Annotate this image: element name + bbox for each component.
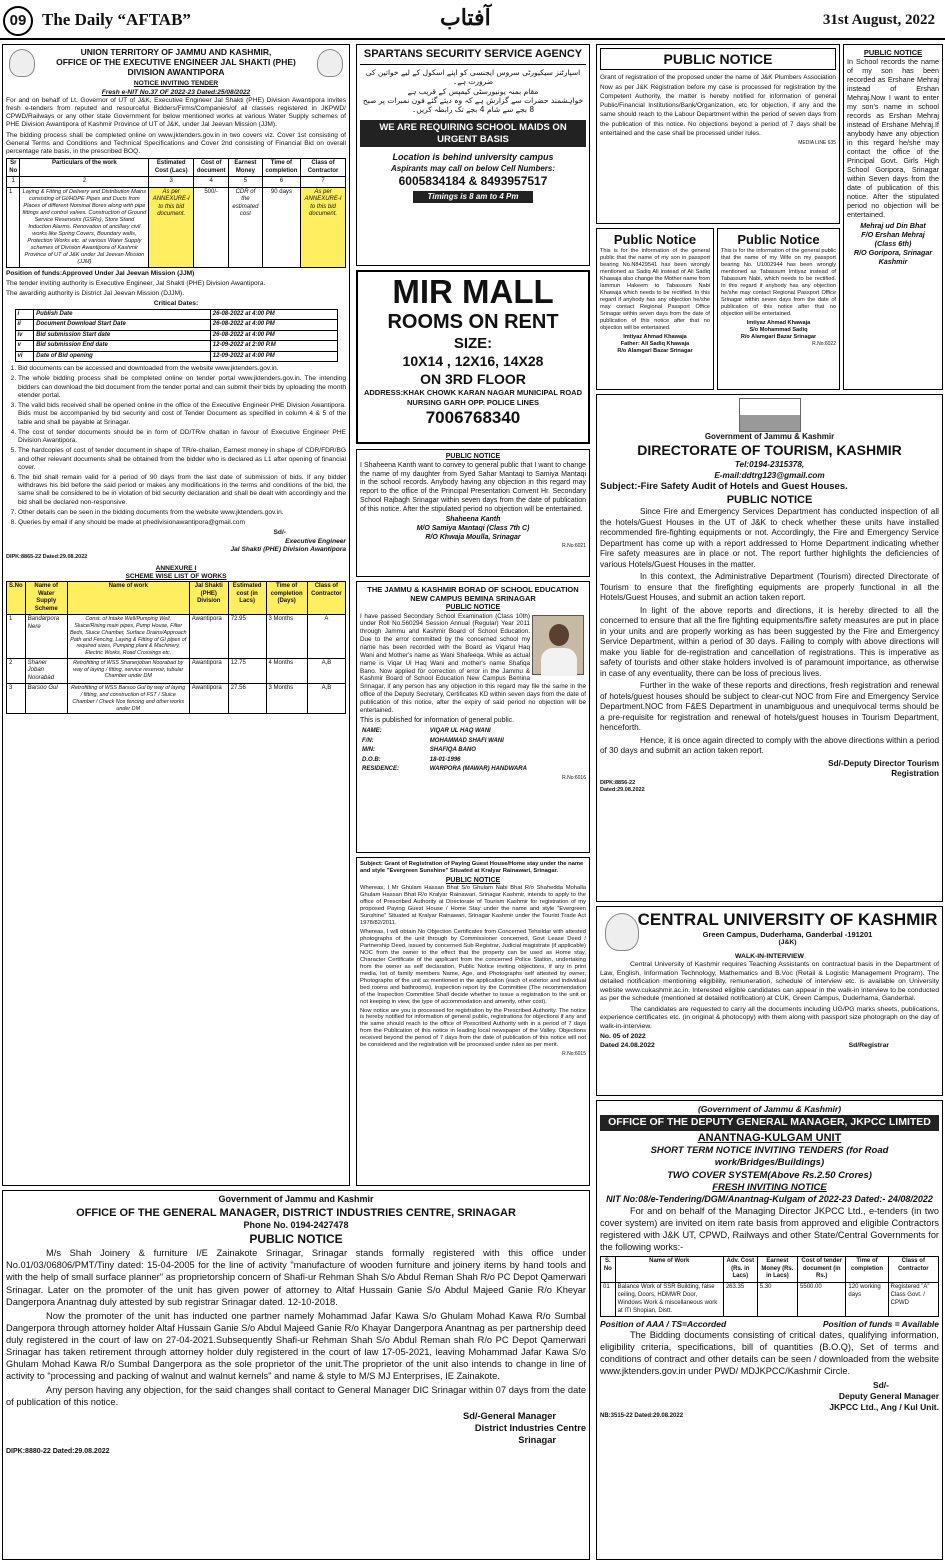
nit-heading: NOTICE INVITING TENDER: [133, 80, 219, 88]
dipk-number: DIPK:8865-22 Dated:29.08.2022: [6, 554, 88, 561]
table-cell: 5.30: [757, 1283, 797, 1317]
passport-notice-2: [717, 228, 840, 390]
guest-house-notice: [356, 857, 590, 1186]
table-cell: 4 Months: [266, 658, 307, 684]
table-cell: Date of Bid opening: [34, 351, 211, 362]
jkpcc-works-table: [600, 1256, 939, 1318]
walk-in-heading: WALK-IN-INTERVIEW: [735, 952, 804, 960]
notice-body: I Shaheena Kanth want to convey to general public that I want to change the name of my daughter from Syed Sahar Mantaqi to Samiya Mantaqi in the school records. Anybody having any objection in this regard may report to the office of the Principal Presentation Convent Hr. Secondary School Rajbagh Srinagar within seven days from the date of publication of this notice. After the stipulated period no objection will be entertained.: [360, 461, 586, 513]
table-row: [360, 727, 586, 737]
signatory-class: (Class 6th): [874, 239, 912, 249]
agency-name: SPARTANS SECURITY SERVICE AGENCY: [360, 48, 586, 65]
table-cell: 3 Months: [266, 615, 307, 659]
notice-title: PUBLIC NOTICE: [600, 48, 836, 70]
notice-body: Grant of registration of the proposed under the name of J&K Plumbers Association Now as per J&K Registration before my case is processed for registration by the Competent Authority, the matter is hereby notified for information of general Public/Financial Institutions/Bank/Organization, etc for objection, if any and the same should reach to the Labour Department within the period of seven days from the publication of this notice. No objections beyond a period of 7 days shall be entertained and the case shall be processed under rules.: [600, 74, 836, 137]
table-cell: Bid submission End date: [34, 341, 211, 352]
signatory-relation: F/O Ershan Mehraj: [861, 230, 925, 240]
university-address: Green Campus, Duderhama, Ganderbal -191201: [702, 930, 873, 939]
notice-title: Public Notice: [613, 232, 697, 247]
notice-body: Further in the wake of these reports and directions, fresh registration and renewal of hotels/guest houses should be subject to clear-cut NOC from Fire and Emergency Service Department.NOC from F&ES Department in unambiguous and unequivocal terms should be a pre-requisite for registration and renewal of hotels/guest houses in Tourism Department, henceforth.: [600, 681, 939, 733]
mall-phone: 7006768340: [425, 408, 521, 428]
table-cell: A,B: [307, 684, 345, 714]
notice-title: Public Notice: [737, 232, 820, 247]
passport-notice-1: [596, 228, 714, 390]
notice-subject: Subject: Grant of Registration of Paying Guest House/Home stay under the name and style "Evergreen Sunshine" Situated at Kralyar Rainawari, Srinagar.: [360, 861, 584, 874]
aaa-position: Position of AAA / TS=Accorded: [600, 1319, 727, 1330]
signatory-relation: M/O Samiya Mantaqi (Class 7th C): [416, 525, 530, 532]
table-cell: Awantipora: [189, 615, 228, 659]
table-cell: 500/-: [194, 187, 229, 267]
table-header: Time of completion (Days): [266, 582, 307, 615]
notice-title: PUBLIC NOTICE: [726, 494, 813, 507]
signature: Sd/-General Manager: [463, 1411, 556, 1422]
list-item: 1. Bid documents can be accessed and downloaded from the website www.jktenders.gov.in.: [18, 365, 346, 373]
signatory-relation: Father: Ali Sadiq Khawaja: [620, 341, 690, 348]
notice-body: Now the promoter of the unit has inducted one partner namely Mohammad Jafar Kawa S/o Ghulam Mohad Kawa R/o Sumbal Dangerpora through attorney holder Altaf Hussain Ganie S/o Abdul Majeed Ganie R/o Khayar Dangerpora Anantnag as per partnership deed duly registered in the court of law on 27-04-2021.Subsequently Shafi-ur Rehman Shah S/o Abdul Reman shah R/o PC Depot Qamerwari Srinagar has taken retirement through attorney holder duly registered in the court of law 17-05-2021, leaving Mohammad Jafar Kawa S/o Ghulam Mohad Kawa R/o Sumbal Dangerpora as the sole proprietor of the unit.The proprietor of the unit also intends to change in line of activity to "processing and packing of walnut and walnut kernels" and name & style to M/S MJ Enterprises, IE Zainakote.: [6, 1310, 586, 1382]
table-header: Earnest Money (Rs. in Lacs): [757, 1256, 797, 1282]
critical-dates-heading: Critical Dates:: [153, 300, 199, 308]
signature-office: Registration: [891, 769, 939, 779]
newspaper-name: The Daily “AFTAB”: [42, 10, 191, 29]
table-cell: i: [15, 309, 34, 320]
funds-position: Position of funds:Approved Under Jal Jeevan Mission (JJM): [6, 269, 195, 277]
notice-body: The candidates are requested to carry all the documents including UG/PG marks sheets, publications, experience certificates etc. (in original & photocopy) with them along with passport size photograph on the day of walk-in-interview.: [600, 1005, 939, 1030]
table-row: [15, 309, 337, 320]
jk-emblem-icon: [9, 49, 35, 77]
jal-shakti-logo-icon: [317, 49, 343, 77]
signature-office: Jal Shakti (PHE) Division Awantipora: [230, 545, 346, 553]
notice-title: PUBLIC NOTICE: [445, 876, 501, 884]
table-cell: Awantipora: [189, 684, 228, 714]
table-cell: VIQAR UL HAQ WANI: [429, 728, 491, 735]
ershan-notice: [843, 44, 943, 390]
annexure-subheading: SCHEME WISE LIST OF WORKS: [125, 573, 227, 581]
signature-office: JKPCC Ltd., Ang / Kul Unit.: [829, 1402, 939, 1413]
notice-body: Any person having any objection, for the said changes shall contact to General Manager DIC Srinagar within 07 days from the date of publication of this notice.: [6, 1385, 586, 1408]
dipk-number: DIPK:8856-22: [600, 779, 636, 786]
jkbose-notice: [356, 581, 590, 853]
mall-address: ADDRESS:KHAK CHOWK KARAN NAGAR MUNICIPAL ROAD NURSING GARH OPP. POLICE LINES: [363, 388, 583, 407]
ref-number: R.No:6022: [812, 341, 836, 348]
notice-body: Whereas, I will obtain No Objection Certificates from Concerned Tehsildar with attested photographs of the unit through by Commissioner concerned, Govt Lease Deed / Partnership Deed, issued by concerned Sub Registrar, Judicial magistrate (if applicable) NOC from the owner to the effect that the property can be used as Home stay, Character Certificate of the applicant from the concerned Police Station, undertaking from the owner as self declaration, Public Notice inviting objections, if any in print media, list of family members Name, Age, and Photographs self attested by owner, Photographs of the unit as mentioned in the application (each of exterior and individual bed rooms and bathrooms), inspection report by the Committee (The recommendation of the Inspection Committee Shall decide whether to issue a registration to the unit or not keeping in view, the type of accommodation and amenity, other cost).: [360, 929, 586, 1005]
notice-body: Now notice are you is processed for registration by the Prescribed Authority. The notice is hereby notified for information of general public, registrations for objections if any and the same should reach to the office of Prescribed Authority with in a period of 7 days from the Publication of this notice in leading local newspaper of the Valley. Objections received beyond the period of 7 days from the date of publication of this notice will not be considered and the registration will be processed under rules as per merit.: [360, 1007, 586, 1049]
maids-banner: WE ARE REQUIRING SCHOOL MAIDS ON URGENT BASIS: [360, 120, 586, 148]
table-cell: D.O.B:: [362, 756, 381, 763]
university-name: CENTRAL UNIVERSITY OF KASHMIR: [637, 910, 938, 929]
list-item: 4. The cost of tender documents should be in form of DD/TR/e challan in favour of Executive Engineer PHE Division Awantipora.: [18, 429, 346, 445]
nit-number: NIT No:08/e-Tendering/DGM/Anantnag-Kulgam of 2022-23 Dated:- 24/08/2022: [606, 1194, 933, 1205]
table-cell: Retrofitting of WSS Shanerjoban Noorabad by way of laying / fitting, service reservoir, tubular Chamber under DM: [67, 658, 189, 684]
jal-shakti-tender-ad: [2, 44, 350, 1186]
list-item: 3. The valid bids received shall be opened online in the office of the Executive Engineer PHE Division Awantipora. Bids must be accompanied by bid security and cost of Tender Document as specified in column 4 & 5 of the table and shall be payable at Srinagar.: [18, 402, 346, 427]
table-row: [7, 684, 346, 714]
table-cell: 3 Months: [266, 684, 307, 714]
table-cell: Bandarpora Nere: [25, 615, 67, 659]
spartans-ad: [356, 44, 590, 266]
table-cell: F/N:: [362, 737, 374, 744]
table-cell: WARPORA (MAWAR) HANDWARA: [429, 766, 527, 773]
notice-body: M/s Shah Joinery & furniture I/E Zainakote Srinagar, Srinagar stands formally registered with this office under No.01/03/06806/PMT/Tiny dated: 15-04-2005 for the line of activity "manufacture of wooden furniture and joinery items by hand tools and with the help of small surface planner" as proprietorship concern of Shafi-ur Rehman Shah S/o Abdul Reman Shah R/o PC Depot Qamerwari Srinagar. Later on the promoter of the unit has given power of attorney to Altaf Hussain Ganie S/o Abdul Majeed Ganie R/o Kheyar Dangerpora Anantnag duly attested by sub registrar Srinagar dated. 12-10-2018.: [6, 1248, 586, 1307]
works-table: [6, 158, 346, 267]
timings-text: Timings is 8 am to 4 Pm: [413, 191, 533, 203]
table-cell: 2: [20, 177, 149, 188]
notice-title: PUBLIC NOTICE: [249, 1231, 343, 1246]
table-cell: 120 working days: [846, 1283, 888, 1317]
dipk-number: DIPK:8880-22 Dated:29.08.2022: [6, 1447, 110, 1455]
plumbers-notice: [596, 44, 840, 224]
table-cell: Awantipora: [189, 658, 228, 684]
office-name: OFFICE OF THE DEPUTY GENERAL MANAGER, JKPCC LIMITED: [600, 1115, 939, 1131]
table-cell: SHAFIQA BANO: [429, 747, 476, 754]
signatory: Imtiyaz Ahmad Khawaja: [746, 320, 811, 327]
table-header: Class of Contractor: [888, 1256, 938, 1282]
table-header: Cost of document: [194, 159, 229, 177]
jal-shakti-header: UNION TERRITORY OF JAMMU AND KASHMIR, OFFICE OF THE EXECUTIVE ENGINEER JAL SHAKTI (PHE) DIVISION AWANTIPORA: [56, 47, 296, 77]
table-row: [360, 756, 586, 766]
jkpcc-tender-ad: [596, 1100, 943, 1560]
table-cell: 2: [7, 658, 26, 684]
table-row: [7, 187, 346, 267]
table-cell: 1: [7, 615, 26, 659]
table-row: [15, 341, 337, 352]
urdu-logo: آفتاب: [440, 5, 491, 31]
table-cell: 263.35: [723, 1283, 757, 1317]
rooms-on-rent: ROOMS ON RENT: [387, 310, 559, 333]
notice-body: The Bidding documents consisting of critical dates, qualifying information, eligibility criteria, specifications, bill of quantities (B.O.Q), Set of terms and conditions of contract and other details can be seen / downloaded from the website www.jktenders.gov.in under PWD/ MDJKPCC/Kashmir Circle.: [600, 1330, 939, 1377]
applicant-details: [360, 727, 586, 775]
cuk-logo-icon: [605, 913, 639, 951]
table-header: Time of completion: [846, 1256, 888, 1282]
urdu-text: اسپارٹنز سیکیورٹی سروس ایجنسی کو اپنے اسکول کے لیے خواتین کی ضرورت ہے۔: [365, 67, 581, 87]
table-row: [360, 737, 586, 747]
fresh-notice: FRESH INVITING NOTICE: [712, 1182, 827, 1194]
table-header: Cost of tender document (in Rs.): [798, 1256, 846, 1282]
table-cell: Retrofitting of WSS Barsoo Gul by way of laying / fitting, and construction of FST / Sluice Chamber / Check Nos fencing and other works under DM: [67, 684, 189, 714]
notice-subject: Subject:-Fire Safety Audit of Hotels and Guest Houses.: [600, 481, 848, 493]
page-number: 09: [3, 6, 33, 36]
publish-note: This is published for information of general public.: [360, 716, 515, 724]
table-header: Time of completion: [262, 159, 300, 177]
signature-title: Deputy General Manager: [838, 1391, 939, 1402]
list-item: 5. The hardcopies of cost of tender document in shape of TR/e-challan, Earnest money in shape of CDR/FDR/BG and other relevant documents shall be obtained from the bidder who is declared as L1 after opening of financial cover.: [18, 447, 346, 472]
table-row: [15, 320, 337, 331]
table-cell: Document Download Start Date: [34, 320, 211, 331]
signatory-address: R/o Alamgari Bazar Srinagar: [617, 348, 693, 355]
list-item: 6. The bid shall remain valid for a period of 90 days from the last date of submission of bids. If any bidder withdraws his bid before the said period or makes any modifications in the terms and conditions of the bid, the same shall be considered to be in violation of bid security declaration and shall be dealt with accordingly and the bid shall be declared non-responsive.: [18, 474, 346, 507]
table-header: S. No: [601, 1256, 616, 1282]
table-cell: M/N:: [362, 747, 375, 754]
table-row: [15, 330, 337, 341]
table-row: [360, 765, 586, 775]
board-name: THE JAMMU & KASHMIR BORAD OF SCHOOL EDUCATION: [367, 585, 579, 594]
applicant-photo: [532, 615, 584, 675]
notice-number: No. 05 of 2022: [600, 1033, 646, 1041]
table-header: Earnest Money: [229, 159, 263, 177]
table-cell: 4: [194, 177, 229, 188]
table-cell: NAME:: [362, 728, 382, 735]
notice-body: Central University of Kashmir requires Teaching Assistants on contractual basis in the Department of Law, English, Information Technology, Mathematics and B.Voc (Retail & Logistic Management Program). The detailed notification mentioning eligibility, remuneration, schedule of interview etc. is available on University website www.cukashmir.ac.in. Interested eligible candidates can appear in the walk-in interview to be conducted as per the schedule (mentioned at detailed notification) at CUK, Green Campus, Duderhama, Ganderbal.: [600, 961, 939, 1003]
urdu-text: خواہشمند حضرات سے گزارش ہے کہ وہ دیئے گئے فون نمبرات پر صبح 8 بجے سے شام 4 بجے تک رابطہ کریں۔: [362, 95, 584, 115]
signatory: Mehraj ud Din Bhat: [860, 221, 926, 231]
table-cell: Shaner Joban Noorabad: [25, 658, 67, 684]
table-header: Jal Shakti (PHE) Division: [189, 582, 228, 615]
mall-name: MIR MALL: [392, 273, 554, 310]
table-cell: 3: [149, 177, 194, 188]
table-cell: Publish Date: [34, 309, 211, 320]
signature: Sd/-: [872, 1380, 889, 1391]
table-cell: Registered "A" Class Govt. / CPWD: [888, 1283, 938, 1317]
table-cell: 18-01-1996: [429, 756, 461, 763]
table-cell: As per ANNEXURE-I to this bid document.: [301, 187, 346, 267]
issue-date: 31st August, 2022: [822, 12, 935, 28]
enit-number: Fresh e-NIT No.37 OF 2022-23 Dated:25/08/2022: [101, 88, 251, 96]
table-header: Name of Work: [615, 1256, 723, 1282]
body-text: The tender inviting authority is Executive Engineer, Jal Shakti (PHE) Division Awantipora.: [6, 279, 266, 287]
body-text: The bidding process shall be completed online on www.jktenders.gov.in in two covers viz. Cover 1st consisting of General Terms and Conditions and Technical Specifications and Cover 2nd consisting of Financial Bid on overall percentage rate basis, in the prescribed BOQ.: [6, 131, 346, 156]
table-cell: 90 days: [262, 187, 300, 267]
notice-body: This is for the information of the general public that the name of my son in passport bearing No.N8429541 has been wrongly mentioned as Sadiq Ali instead of Ali Sadiq Khawaja also change the Mother name from Iammun Hakeem to Tabassum Nabi Khawaja which needs to be rectified. In this regard if anybody has any objection he/she may contact Regional Passport Office Srinagar within seven days from the date of publication of this notice after that no objection will be entertained.: [600, 248, 710, 332]
notice-title: PUBLIC NOTICE: [445, 453, 501, 460]
signatory-relation: S/o Mohammad Sadiq: [749, 327, 808, 334]
ref-number: R.No:6021: [562, 542, 586, 549]
notice-body: I have passed Secondary School Examination (Class 10th) under Roll No.560294 Session Annual (Regular) Year 2011 through Jammu and Kashmir Board of School Education. Due to the error committed by the concerned school my name has been recorded with the Board as Viqarul Haq Wani and Mother's name as Wani Shafeeqa. While as actual name is Viqar Ul Haq Wani and mother's name Shafiqa Bano. Now applied for correction of error in the Jammu & Kashmir Board of School Education New Campus Bemina Srinagar, if any person has any objection in this regard may file the same in the office of the Deputy Secretary, Certificates KD within seven days from the date of publication of this notice, after the expiry of said period no objection will be entertained.: [360, 612, 586, 714]
office-email: E-mail:ddtrg123@gmail.com: [714, 470, 825, 480]
table-cell: 12.75: [228, 658, 266, 684]
table-cell: 01: [601, 1283, 616, 1317]
office-unit: ANANTNAG-KULGAM UNIT: [697, 1131, 842, 1144]
masthead: [0, 0, 945, 40]
urdu-text: مقام بمنہ یونیورسٹی کیمپس کے قریب ہے: [407, 86, 539, 96]
office-phone: Tel:0194-2315378,: [734, 460, 805, 470]
list-item: 7. Other details can be seen in the bidding documents from the website www.jktenders.gov.in.: [18, 509, 346, 517]
dic-notice: [2, 1190, 590, 1560]
size-label: SIZE:: [453, 334, 493, 352]
name-change-notice: [356, 449, 590, 577]
table-header: Particulars of the work: [20, 159, 149, 177]
signatory: Shaheena Kanth: [445, 516, 501, 524]
notice-body: In this context, the Administrative Department (Tourism) directed Directorate of Tourism to ensure that the firefighting equipments are properly functional in all the Hotels/Guest Houses, and submit an action taken report.: [600, 572, 939, 603]
table-header: Estimated Cost (Lacs): [149, 159, 194, 177]
table-cell: v: [15, 341, 34, 352]
location-text: Location is behind university campus: [392, 152, 554, 163]
signatory: Imtiyaz Ahmad Khawaja: [623, 334, 687, 341]
notice-title: PUBLIC NOTICE: [445, 603, 501, 611]
cover-system: TWO COVER SYSTEM(Above Rs.2.50 Crores): [667, 1169, 872, 1181]
ref-number: R.No:6016: [562, 774, 586, 781]
notice-body: In School records the name of my son has been recorded as Ershane Mehraj instead of Ershan Mehraj.Now I want to enter my son's name in school records as Ershan Mehraj instead of Ershane Mehraj.If anybody have any objection in this regard he/she may contact the office of the Principal Govt. Girls High School Goripora, Srinagar within Seven days from the date of publication of this notice. After the stipulated period no objection will be entertained.: [847, 57, 939, 220]
board-campus: NEW CAMPUS BEMINA SRINAGAR: [410, 594, 536, 604]
table-cell: RESIDENCE:: [362, 766, 400, 773]
table-cell: Laying & Fitting of Delivery and Distribution Mains consisting of GI/HDPE Pipes and Ducts from Places of different Nominal Bores along with pipe fittings and control valves. Construction of Ground Service Reservoirs (GSRs), Store Stand Induction Alarms. Renovation of ancillary civil works like Spring Covers, Boundary walls, Protection Works etc. at various Water Supply schemes of Division Awantipora of Kashmir Province of UT of J&K under Jal Jeevan Mission (JJM): [20, 187, 149, 267]
table-cell: Const. of Intake Well/Pumping Well, Sluice/Rising main pipes, Pump House, Filter Beds, Sluice Chamber, Surface Drains/Approach Path and Fencing, Laying & Fitting of GI pipes of required sizes, Pumping plant & Machinery, Electric Works, Road Crossings etc.: [67, 615, 189, 659]
body-text: For and on behalf of Lt. Governor of UT of J&K, Executive Engineer Jal Shakti (PHE) Division Awantipora invites fresh e-tenders from reputed and resourceful Bidders/Firms/Companies/of all classes registered in JKPWD/ CPWD/Railways or any other state Government for below mentioned works at various Water Supply schemes of PHE Division Awantipora of Kashmir Province of UT of J&K, under Jal Jeevan Mission (JJM).: [6, 96, 346, 129]
table-header: S.No: [7, 582, 26, 615]
signature: Sd/Registrar: [848, 1041, 889, 1049]
mir-mall-ad: [356, 270, 590, 444]
table-cell: MOHAMMAD SHAFI WANI: [429, 737, 504, 744]
table-cell: CDR of the estimated cost: [229, 187, 263, 267]
tender-type: SHORT TERM NOTICE INVITING TENDERS (for Road work/Bridges/Buildings): [650, 1144, 889, 1169]
table-cell: 72.95: [228, 615, 266, 659]
ref-number: R.No:6015: [562, 1051, 586, 1058]
signature-place: Srinagar: [518, 1435, 556, 1446]
table-cell: vi: [15, 351, 34, 362]
table-row: [15, 351, 337, 362]
table-header: Name of Water Supply Scheme: [25, 582, 67, 615]
nb-number: NB:3515-22 Dated:29.08.2022: [600, 1413, 684, 1420]
university-region: (J&K): [778, 939, 797, 947]
cuk-ad: [596, 906, 943, 1096]
floor-text: ON 3RD FLOOR: [420, 370, 526, 387]
table-cell: 27.56: [228, 684, 266, 714]
critical-dates-table: [15, 309, 338, 363]
table-cell: Barsoo Gul: [25, 684, 67, 714]
signatory-address: R/o Alamgari Bazar Srinagar: [740, 334, 817, 341]
notice-body: Hence, it is once again directed to comply with the above directions within a period of 30 days and submit an action taken report.: [600, 735, 940, 756]
table-header: Name of work: [67, 582, 189, 615]
table-cell: Balance Work of SSR Building, false ceiling, Doors, HDMWR Door, Windows Work & miscellaneous work at ITI Shopian, Distt.: [615, 1283, 723, 1317]
table-cell: 3: [7, 684, 26, 714]
table-cell: 1: [7, 177, 20, 188]
gov-name: Government of Jammu and Kashmir: [218, 1194, 374, 1204]
gov-name: (Government of Jammu & Kashmir): [697, 1104, 842, 1114]
table-cell: 26-08-2022 at 4:00 PM: [210, 309, 337, 320]
dipk-date: Dated:29.08.2022: [600, 786, 645, 793]
signatory-address: R/O Goripora, Srinagar Kashmir: [853, 248, 933, 267]
jk-tourism-logo-icon: [739, 398, 801, 432]
table-cell: 26-08-2022 at 4:00 PM: [210, 320, 337, 331]
office-name: OFFICE OF THE GENERAL MANAGER, DISTRICT INDUSTRIES CENTRE, SRINAGAR: [76, 1206, 516, 1219]
table-cell: 12-09-2022 at 4:00 PM: [210, 351, 337, 362]
table-header: Estimated cost (in Lacs): [228, 582, 266, 615]
table-cell: 5: [229, 177, 263, 188]
signature: Sd/-: [273, 529, 286, 537]
notice-body: In light of the above reports and directions, it is hereby directed to all the concerned to ensure that all the fire fighting equipments/fire safety measures are put in place in your units and are properly working as has been suggested by the Fire and Emergency Service Department, within a period of 30 days. Failing to comply with above directions will make you liable for de-registration and cancellation of registrations. This is imperative as safety of tourists and other stake holders involved is of paramount importance, as otherwise in case of any eventuality, there can be loss of precious lives.: [600, 605, 939, 678]
notice-body: This is for the information of the general public that the name of my Wife on my passport bearing No. U1002944 has been wrongly mentioned as Tabassum Imtiyaz instead of Tabassum Nabi, which needs to be rectified. In this regard if anybody has any objection he/she may contact Regional Passport Office Srinagar within seven days from the date of publication of this notice after that no objection will be entertained.: [721, 248, 836, 318]
table-cell: 26-08-2022 at 4:00 PM: [210, 330, 337, 341]
table-cell: As per ANNEXURE-I to this bid document.: [149, 187, 194, 267]
aspirants-text: Aspirants may call on below Cell Numbers:: [390, 163, 556, 173]
table-row: [7, 615, 346, 659]
annexure-table: [6, 581, 346, 714]
table-row: [7, 658, 346, 684]
funds-position: Position of funds = Available: [822, 1319, 939, 1330]
notice-body: Whereas, I Mr Ghulam Hassan Bhat S/o Ghulam Nabi Bhat R/o Shahedda Mohalla Ghulam Hassan Bhat R/o Kralyar Rainawari, Srinagar Kashmir, intends to apply to the office of Prescribed Authority at Directorate of Tourism Kashmir for registration of my proposed Paying Guest House / Home Stay under the name and style "Evergreen Sunshine" Situated at Kralyar Rainawari, Srinagar Kashmir under the Tourist Trade Act 1978/82/2011.: [360, 885, 586, 927]
signatory-address: R/O Khwaja Moulla, Srinagar: [425, 533, 521, 541]
notice-body: For and on behalf of the Managing Director JKPCC Ltd., e-tenders (in two cover system) are invited on item rate basis from approved and eligible Contractors registered with J&K UT, CPWD, Railways and other State/Central Governments for the following works:-: [600, 1206, 939, 1252]
table-cell: 12-09-2022 at 2:00 P.M: [210, 341, 337, 352]
body-text: The awarding authority is District Jal Jeevan Mission (DJJM).: [6, 290, 185, 298]
signature-office: District Industries Centre: [474, 1423, 586, 1434]
table-cell: ii: [15, 320, 34, 331]
office-name: DIRECTORATE OF TOURISM, KASHMIR: [637, 442, 902, 459]
list-item: 2. The whole bidding process shall be completed online on tender portal www.jktenders.gov.in. The intending bidders can download the bid document from the tender portal and can submit their bids by uploading the month etender portal.: [18, 375, 346, 400]
table-row: [601, 1283, 939, 1317]
table-header: Class of Contractor: [301, 159, 346, 177]
table-header: Class of Contractor: [307, 582, 345, 615]
tourism-notice: [596, 394, 943, 902]
ref-number: MEDIA LINE 635: [798, 140, 836, 147]
annexure-heading: ANNEXURE I: [155, 564, 197, 572]
signature: Sd/-Deputy Director Tourism: [828, 758, 939, 768]
notice-title: PUBLIC NOTICE: [863, 48, 923, 57]
table-cell: 1: [7, 187, 20, 267]
office-phone: Phone No. 0194-2427478: [243, 1219, 349, 1230]
table-cell: 7: [301, 177, 346, 188]
room-sizes: 10X14 , 12X16, 14X28: [402, 353, 544, 370]
table-cell: A,B: [307, 658, 345, 684]
table-cell: 6: [262, 177, 300, 188]
phone-numbers: 6005834184 & 8493957517: [398, 173, 548, 188]
table-row: [360, 746, 586, 756]
conditions-list: [6, 365, 346, 527]
notice-body: Since Fire and Emergency Services Department has conducted inspection of all the hotels/Guest Houses in the UT of J&K to check whether these units have installed recommended fire-fighting equipments or not. Accordingly, the Fire and Emergency Service Department has come up with a report addressed to Home Department indicating whether Fire safety measures are in place or not. The report further highlights the deficiencies of various Hotels/Guest Houses in the matter.: [600, 507, 939, 569]
notice-date: Dated 24.08.2022: [600, 1041, 655, 1049]
list-item: 8. Queries by email if any should be made at phedivisionawantipora@gmail.com: [18, 519, 346, 527]
table-cell: A: [307, 615, 345, 659]
table-cell: 5500.00: [798, 1283, 846, 1317]
table-cell: iv: [15, 330, 34, 341]
table-header: Adv. Cost (Rs. in Lacs): [723, 1256, 757, 1282]
table-header: Sr No: [7, 159, 20, 177]
table-cell: Bid submission Start date: [34, 330, 211, 341]
gov-name: Government of Jammu & Kashmir: [704, 432, 835, 441]
signature-title: Executive Engineer: [285, 537, 346, 545]
